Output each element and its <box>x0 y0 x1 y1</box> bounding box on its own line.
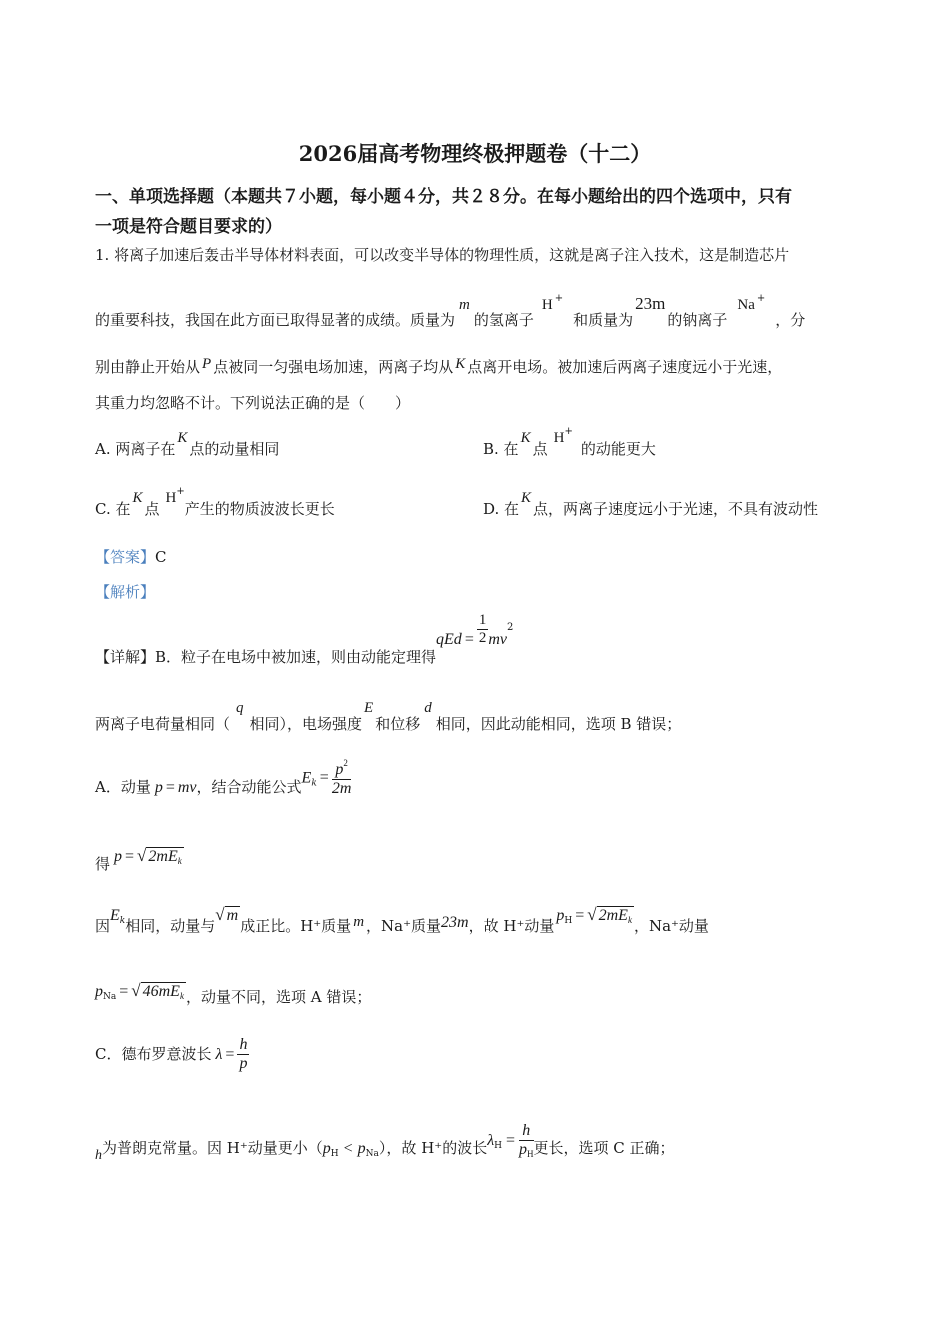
answer-line <box>95 546 167 567</box>
detail-line-2: 两离子电荷量相同（q相同），电场强度E和位移d相同，因此动能相同，选项 B 错误； <box>95 700 682 733</box>
detail-line-1: 【详解】B．粒子在电场中被加速，则由动能定理得qEd = $\frac{1}{2}$ $mv^2$ <box>95 612 514 666</box>
option-b[interactable]: B. 在K点H+的动能更大 <box>483 426 656 458</box>
answer-label: 【答案】 <box>95 548 156 566</box>
question-line-1: 1. 将离子加速后轰击半导体材料表面，可以改变半导体的物理性质，这就是离子注入技术，这是制造芯片 <box>95 246 790 264</box>
detail-line-5: 因$E_k$相同，动量与√ m成正比。H⁺质量 m ，Na⁺质量23m，故 H⁺动量$p_H$ = √ $2mE_k$ ，Na⁺动量 <box>95 905 709 935</box>
answer-value: C <box>155 548 167 566</box>
detail-line-4: 得 p = √ $2mE_k$ <box>95 846 182 873</box>
section-heading: 一、单项选择题（本题共７小题，每小题４分，共２８分。在每小题给出的四个选项中，只有 <box>95 187 792 207</box>
page-title: 2026届高考物理终极押题卷（十二） <box>298 141 652 166</box>
option-c[interactable]: C. 在K点H+产生的物质波波长更长 <box>95 486 335 518</box>
question-line-3: 别由静止开始从 P 点被同一匀强电场加速，两离子均从 K 点离开电场。被加速后两离子速度远小于光速， <box>95 356 783 376</box>
option-a[interactable]: A. 两离子在K点的动量相同 <box>95 430 280 458</box>
detail-line-7: C．德布罗意波长 λ = $\frac{h}{p}$ <box>95 1036 248 1073</box>
analysis-label: 【解析】 <box>95 583 156 601</box>
question-line-2: 的重要科技，我国在此方面已取得显著的成绩。质量为m的氢离子H +和质量为23m的钠离子Na +，分 <box>95 293 806 329</box>
detail-line-3: A．动量 p = mv，结合动能公式$E_k$ = $\frac{p^2}{2m}$ <box>95 758 352 798</box>
detail-line-8: h为普朗克常量。因 H⁺动量更小$(p_H < p_{Na})$，故 H⁺的波长$\lambda_H$ = $\frac{h}{pH}$ 更长，选项 C 正确； <box>95 1122 675 1163</box>
detail-line-6: $p_{Na}$ = √ $46mE_k$ ，动量不同，选项 A 错误； <box>95 981 372 1006</box>
option-d[interactable]: D. 在K点，两离子速度远小于光速，不具有波动性 <box>483 490 819 518</box>
question-line-4: 其重力均忽略不计。下列说法正确的是（ ） <box>95 394 411 412</box>
section-heading-cont: 一项是符合题目要求的） <box>95 217 282 237</box>
